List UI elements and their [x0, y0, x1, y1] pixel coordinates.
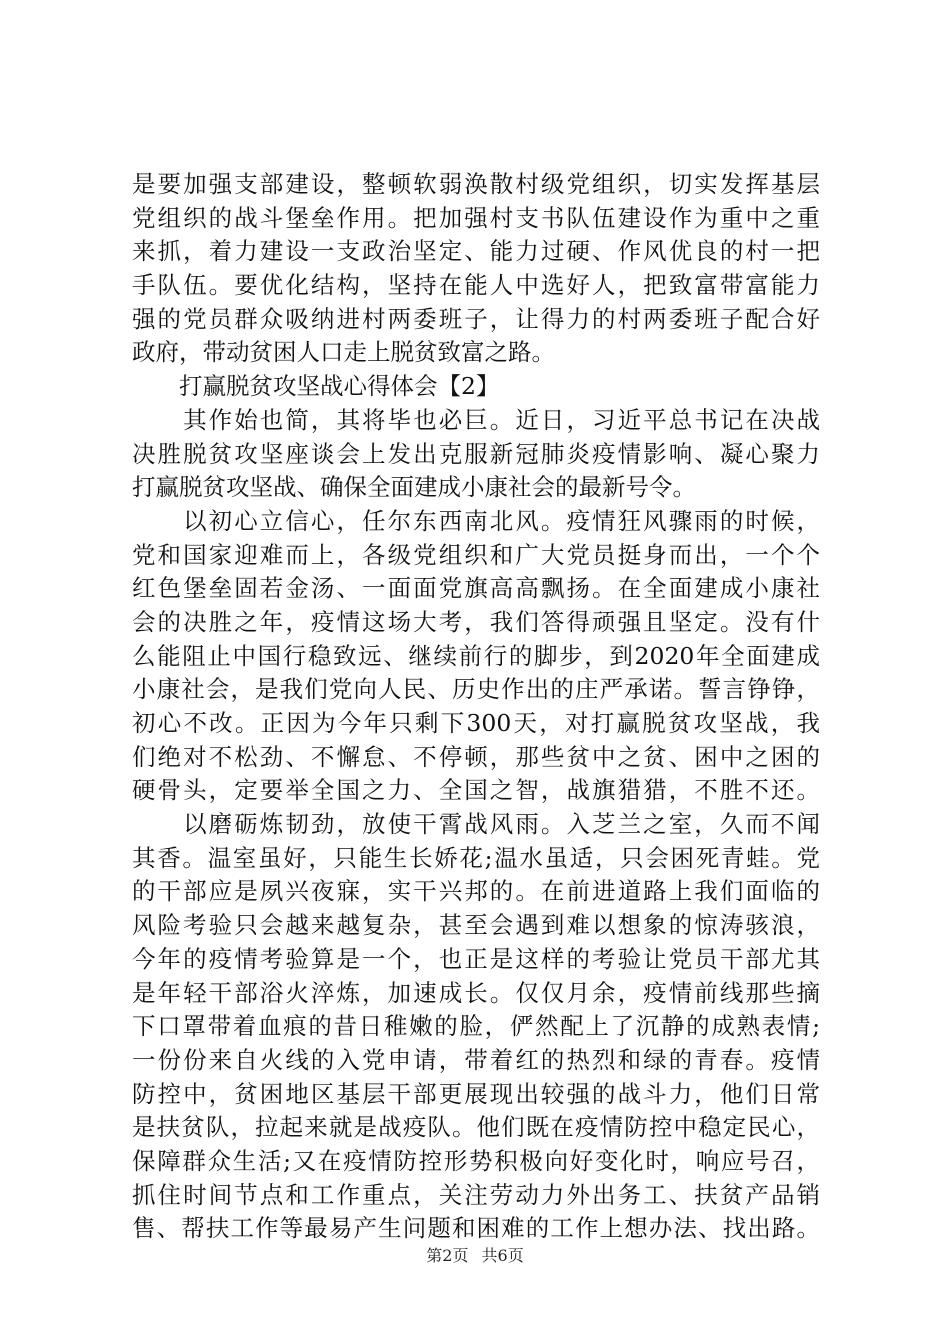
text-line: 手队伍。要优化结构，坚持在能人中选好人，把致富带富能力: [132, 271, 820, 300]
text-line: 是要加强支部建设，整顿软弱涣散村级党组织，切实发挥基层: [132, 170, 820, 198]
page-number: 第2页: [426, 1246, 469, 1265]
text-line: 来抓，着力建设一支政治坚定、能力过硬、作风优良的村一把: [132, 237, 820, 266]
text-line: 么能阻止中国行稳致远、继续前行的脚步，到2020年全面建成: [132, 641, 820, 670]
text-line: 一份份来自火线的入党申请，带着红的热烈和绿的青春。疫情: [132, 1045, 820, 1074]
page-footer: [0, 1243, 950, 1266]
text-line: 其香。温室虽好，只能生长娇花;温水虽适，只会困死青蛙。党: [132, 843, 820, 872]
text-line: 抓住时间节点和工作重点，关注劳动力外出务工、扶贫产品销: [132, 1180, 820, 1209]
text-line: 政府，带动贫困人口走上脱贫致富之路。: [132, 338, 555, 367]
text-line: 是扶贫队，拉起来就是战疫队。他们既在疫情防控中稳定民心，: [132, 1113, 820, 1142]
text-line: 红色堡垒固若金汤、一面面党旗高高飘扬。在全面建成小康社: [132, 574, 820, 603]
text-line: 初心不改。正因为今年只剩下300天，对打赢脱贫攻坚战，我: [132, 709, 820, 737]
text-line: 党和国家迎难而上，各级党组织和广大党员挺身而出，一个个: [132, 540, 820, 569]
text-line: 小康社会，是我们党向人民、历史作出的庄严承诺。誓言铮铮，: [132, 675, 820, 704]
text-line: 其作始也简，其将毕也必巨。近日，习近平总书记在决战: [132, 405, 820, 434]
text-line: 党组织的战斗堡垒作用。把加强村支书队伍建设作为重中之重: [132, 203, 820, 232]
text-line: 以初心立信心，任尔东西南北风。疫情狂风骤雨的时候，: [132, 506, 820, 535]
section-heading: 打赢脱贫攻坚战心得体会【2】: [132, 372, 500, 401]
text-line: 今年的疫情考验算是一个，也正是这样的考验让党员干部尤其: [132, 944, 820, 973]
total-pages: 共6页: [481, 1246, 524, 1265]
text-line: 决胜脱贫攻坚座谈会上发出克服新冠肺炎疫情影响、凝心聚力: [132, 439, 820, 468]
text-line: 风险考验只会越来越复杂，甚至会遇到难以想象的惊涛骇浪，: [132, 911, 820, 940]
text-line: 售、帮扶工作等最易产生问题和困难的工作上想办法、找出路。: [132, 1214, 820, 1243]
text-line: 强的党员群众吸纳进村两委班子，让得力的村两委班子配合好: [132, 304, 820, 333]
text-line: 保障群众生活;又在疫情防控形势积极向好变化时，响应号召，: [132, 1146, 820, 1175]
text-line: 硬骨头，定要举全国之力、全国之智，战旗猎猎，不胜不还。: [132, 776, 820, 805]
text-line: 是年轻干部浴火淬炼，加速成长。仅仅月余，疫情前线那些摘: [132, 978, 820, 1007]
text-line: 防控中，贫困地区基层干部更展现出较强的战斗力，他们日常: [132, 1079, 820, 1108]
text-line: 们绝对不松劲、不懈怠、不停顿，那些贫中之贫、困中之困的: [132, 742, 820, 771]
text-line: 会的决胜之年，疫情这场大考，我们答得顽强且坚定。没有什: [132, 607, 820, 636]
document-body: [132, 168, 820, 1246]
text-line: 的干部应是夙兴夜寐，实干兴邦的。在前进道路上我们面临的: [132, 877, 820, 906]
text-line: 以磨砺炼韧劲，放使干霄战风雨。入芝兰之室，久而不闻: [132, 810, 820, 839]
text-line: 打赢脱贫攻坚战、确保全面建成小康社会的最新号令。: [132, 473, 696, 502]
text-line: 下口罩带着血痕的昔日稚嫩的脸，俨然配上了沉静的成熟表情;: [132, 1012, 820, 1041]
